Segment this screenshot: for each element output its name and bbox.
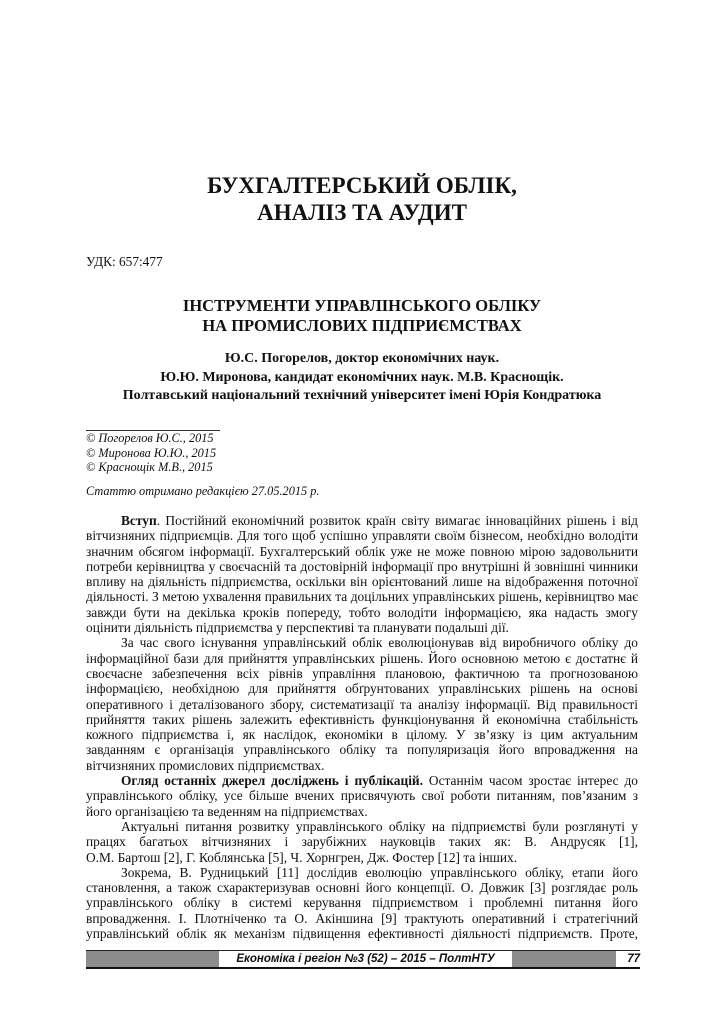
line-text: завданням є організація управлінського обліку та популяризація його впровадження на — [86, 742, 638, 758]
line-text: оцінити діяльність підприємства у перспективі та планувати подальші дії. — [86, 620, 509, 636]
text-line — [86, 850, 638, 865]
text-line — [86, 666, 638, 681]
text-line — [86, 528, 638, 543]
line-text: значним обсягом інформації. Бухгалтерський облік уже не може повною мірою задовольнити — [86, 543, 638, 559]
line-text: інформацією, необхідною для прийняття обґрунтованих управлінських рішень на основі — [86, 681, 638, 697]
paragraph — [86, 635, 638, 773]
line-text: впливу на діяльність підприємства, оскільки він орієнтований лише на відображення поточної — [86, 574, 638, 590]
line-text: впровадження. І. Плотніченко та О. Акіншина [9] трактують оперативний і стратегічний — [86, 910, 638, 926]
text-line — [86, 742, 638, 757]
line-text: Останнім часом зростає інтерес до — [422, 773, 638, 789]
text-line — [86, 865, 638, 880]
author-line: Ю.С. Погорелов, доктор економічних наук. — [224, 351, 500, 366]
line-text: За час свого існування управлінський облік еволюціонував від виробничого обліку до — [121, 635, 638, 651]
paragraph-heading: Огляд останніх джерел досліджень і публікацій. — [121, 773, 423, 789]
line-text: своєчасне забезпечення всіх рівнів управління плановою, фактичною та прогнозованою — [86, 665, 638, 681]
line-text: інформаційної бази для прийняття управлінських рішень. Його основною метою є достатнє й — [86, 650, 638, 666]
section-title-line: БУХГАЛТЕРСЬКИЙ ОБЛІК, — [207, 173, 517, 198]
text-line — [86, 681, 638, 696]
footer-bar-left — [86, 951, 219, 967]
text-line — [86, 926, 638, 941]
line-text: працях багатьох вітчизняних і зарубіжних науковців таких як: В. Андрусяк [1], — [86, 834, 638, 850]
page-number: 77 — [616, 951, 640, 967]
udk-code: УДК: 657:477 — [86, 254, 163, 269]
line-text: діяльності. З метою ухвалення правильних та доцільних управлінських рішень, керівництво має — [86, 589, 638, 605]
text-line — [86, 635, 638, 650]
line-text: оперативного і деталізованого збору, систематизації та аналізу інформації. Від правильності — [86, 696, 638, 712]
section-title-line: АНАЛІЗ ТА АУДИТ — [257, 200, 467, 225]
paragraph — [86, 865, 638, 941]
received-date: Статтю отримано редакцією 27.05.2015 р. — [86, 484, 320, 498]
text-line — [86, 620, 638, 635]
line-text: вітчизняних промислових підприємствах. — [86, 757, 325, 773]
text-line — [86, 880, 638, 895]
copyright-line: © Миронова Ю.Ю., 2015 — [86, 445, 217, 460]
paragraph-heading: Вступ — [121, 513, 157, 528]
article-title-line: НА ПРОМИСЛОВИХ ПІДПРИЄМСТВАХ — [202, 316, 522, 335]
text-line — [86, 605, 638, 620]
line-text: Зокрема, В. Рудницький [11] дослідив еволюцію управлінського обліку, етапи його — [121, 864, 638, 880]
text-line — [86, 697, 638, 712]
paragraph — [86, 513, 638, 635]
text-line — [86, 651, 638, 666]
line-text: управлінський облік як механізм підвищення ефективності діяльності підприємств. Проте, — [86, 926, 638, 942]
copyright-line: © Краснощік М.В., 2015 — [86, 460, 213, 474]
line-text: кожного підприємства і, як наслідок, економіки в цілому. У зв’язку із цим актуальним — [86, 727, 638, 743]
line-text: його організацією та веденням на підприємствах. — [86, 803, 368, 819]
text-line — [86, 727, 638, 742]
author-line: Ю.Ю. Миронова, кандидат економічних наук. М.В. Краснощік. — [160, 369, 564, 385]
text-line — [86, 911, 638, 926]
page-footer — [86, 950, 640, 969]
paragraph — [86, 819, 638, 865]
text-line — [86, 712, 638, 727]
text-line — [86, 544, 638, 559]
line-text: О.М. Бартош [2], Г. Коблянська [5], Ч. Хорнгрен, Дж. Фостер [12] та інших. — [86, 849, 518, 865]
text-line — [86, 804, 638, 819]
text-line — [86, 895, 638, 910]
text-line — [86, 559, 638, 574]
text-line — [86, 513, 638, 528]
journal-name: Економіка і регіон №3 (52) – 2015 – ПолтНТУ — [219, 951, 512, 967]
article-body — [86, 513, 638, 941]
article-title-line: ІНСТРУМЕНТИ УПРАВЛІНСЬКОГО ОБЛІКУ — [182, 296, 542, 315]
footer-bar-right — [512, 951, 616, 967]
line-text: прийняття таких рішень залежить ефективність функціонування й економічна стабільність — [86, 711, 638, 727]
text-line — [86, 773, 638, 788]
line-text: Актуальні питання розвитку управлінського обліку на підприємстві були розглянуті у — [121, 818, 638, 834]
line-text: завжди бути на декілька кроків попереду, тобто володіти інформацією, яка надасть змогу — [86, 604, 638, 620]
text-line — [86, 758, 638, 773]
line-text: становлення, а також схарактеризував основні його концепції. О. Довжик [3] розглядає роль — [86, 880, 638, 896]
text-line — [86, 788, 638, 803]
line-text: . Постійний економічний розвиток країн світу вимагає інноваційних рішень і від — [156, 513, 638, 528]
text-line — [86, 819, 638, 834]
article-title — [0, 296, 724, 336]
copyright-line: © Погорелов Ю.С., 2015 — [86, 431, 214, 445]
copyright-notes — [86, 431, 216, 475]
text-line — [86, 589, 638, 604]
line-text: вітчизняних підприємців. Для того щоб успішно управляти своїм бізнесом, необхідно володіти — [86, 528, 638, 544]
text-line — [86, 834, 638, 849]
line-text: управлінського обліку в системі керування підприємством і проблемні питання його — [86, 895, 638, 911]
paragraph — [86, 773, 638, 819]
affiliation: Полтавський національний технічний університет імені Юрія Кондратюка — [122, 388, 602, 403]
line-text: потреби керівництва у своєчасній та достовірній інформації про внутрішні й зовнішні чинники — [86, 558, 638, 574]
text-line — [86, 574, 638, 589]
line-text: управлінського обліку, усе більше вчених присвячують свої роботи питанням, пов’язаним з — [86, 788, 638, 804]
section-title — [0, 172, 724, 226]
authors — [0, 350, 724, 406]
